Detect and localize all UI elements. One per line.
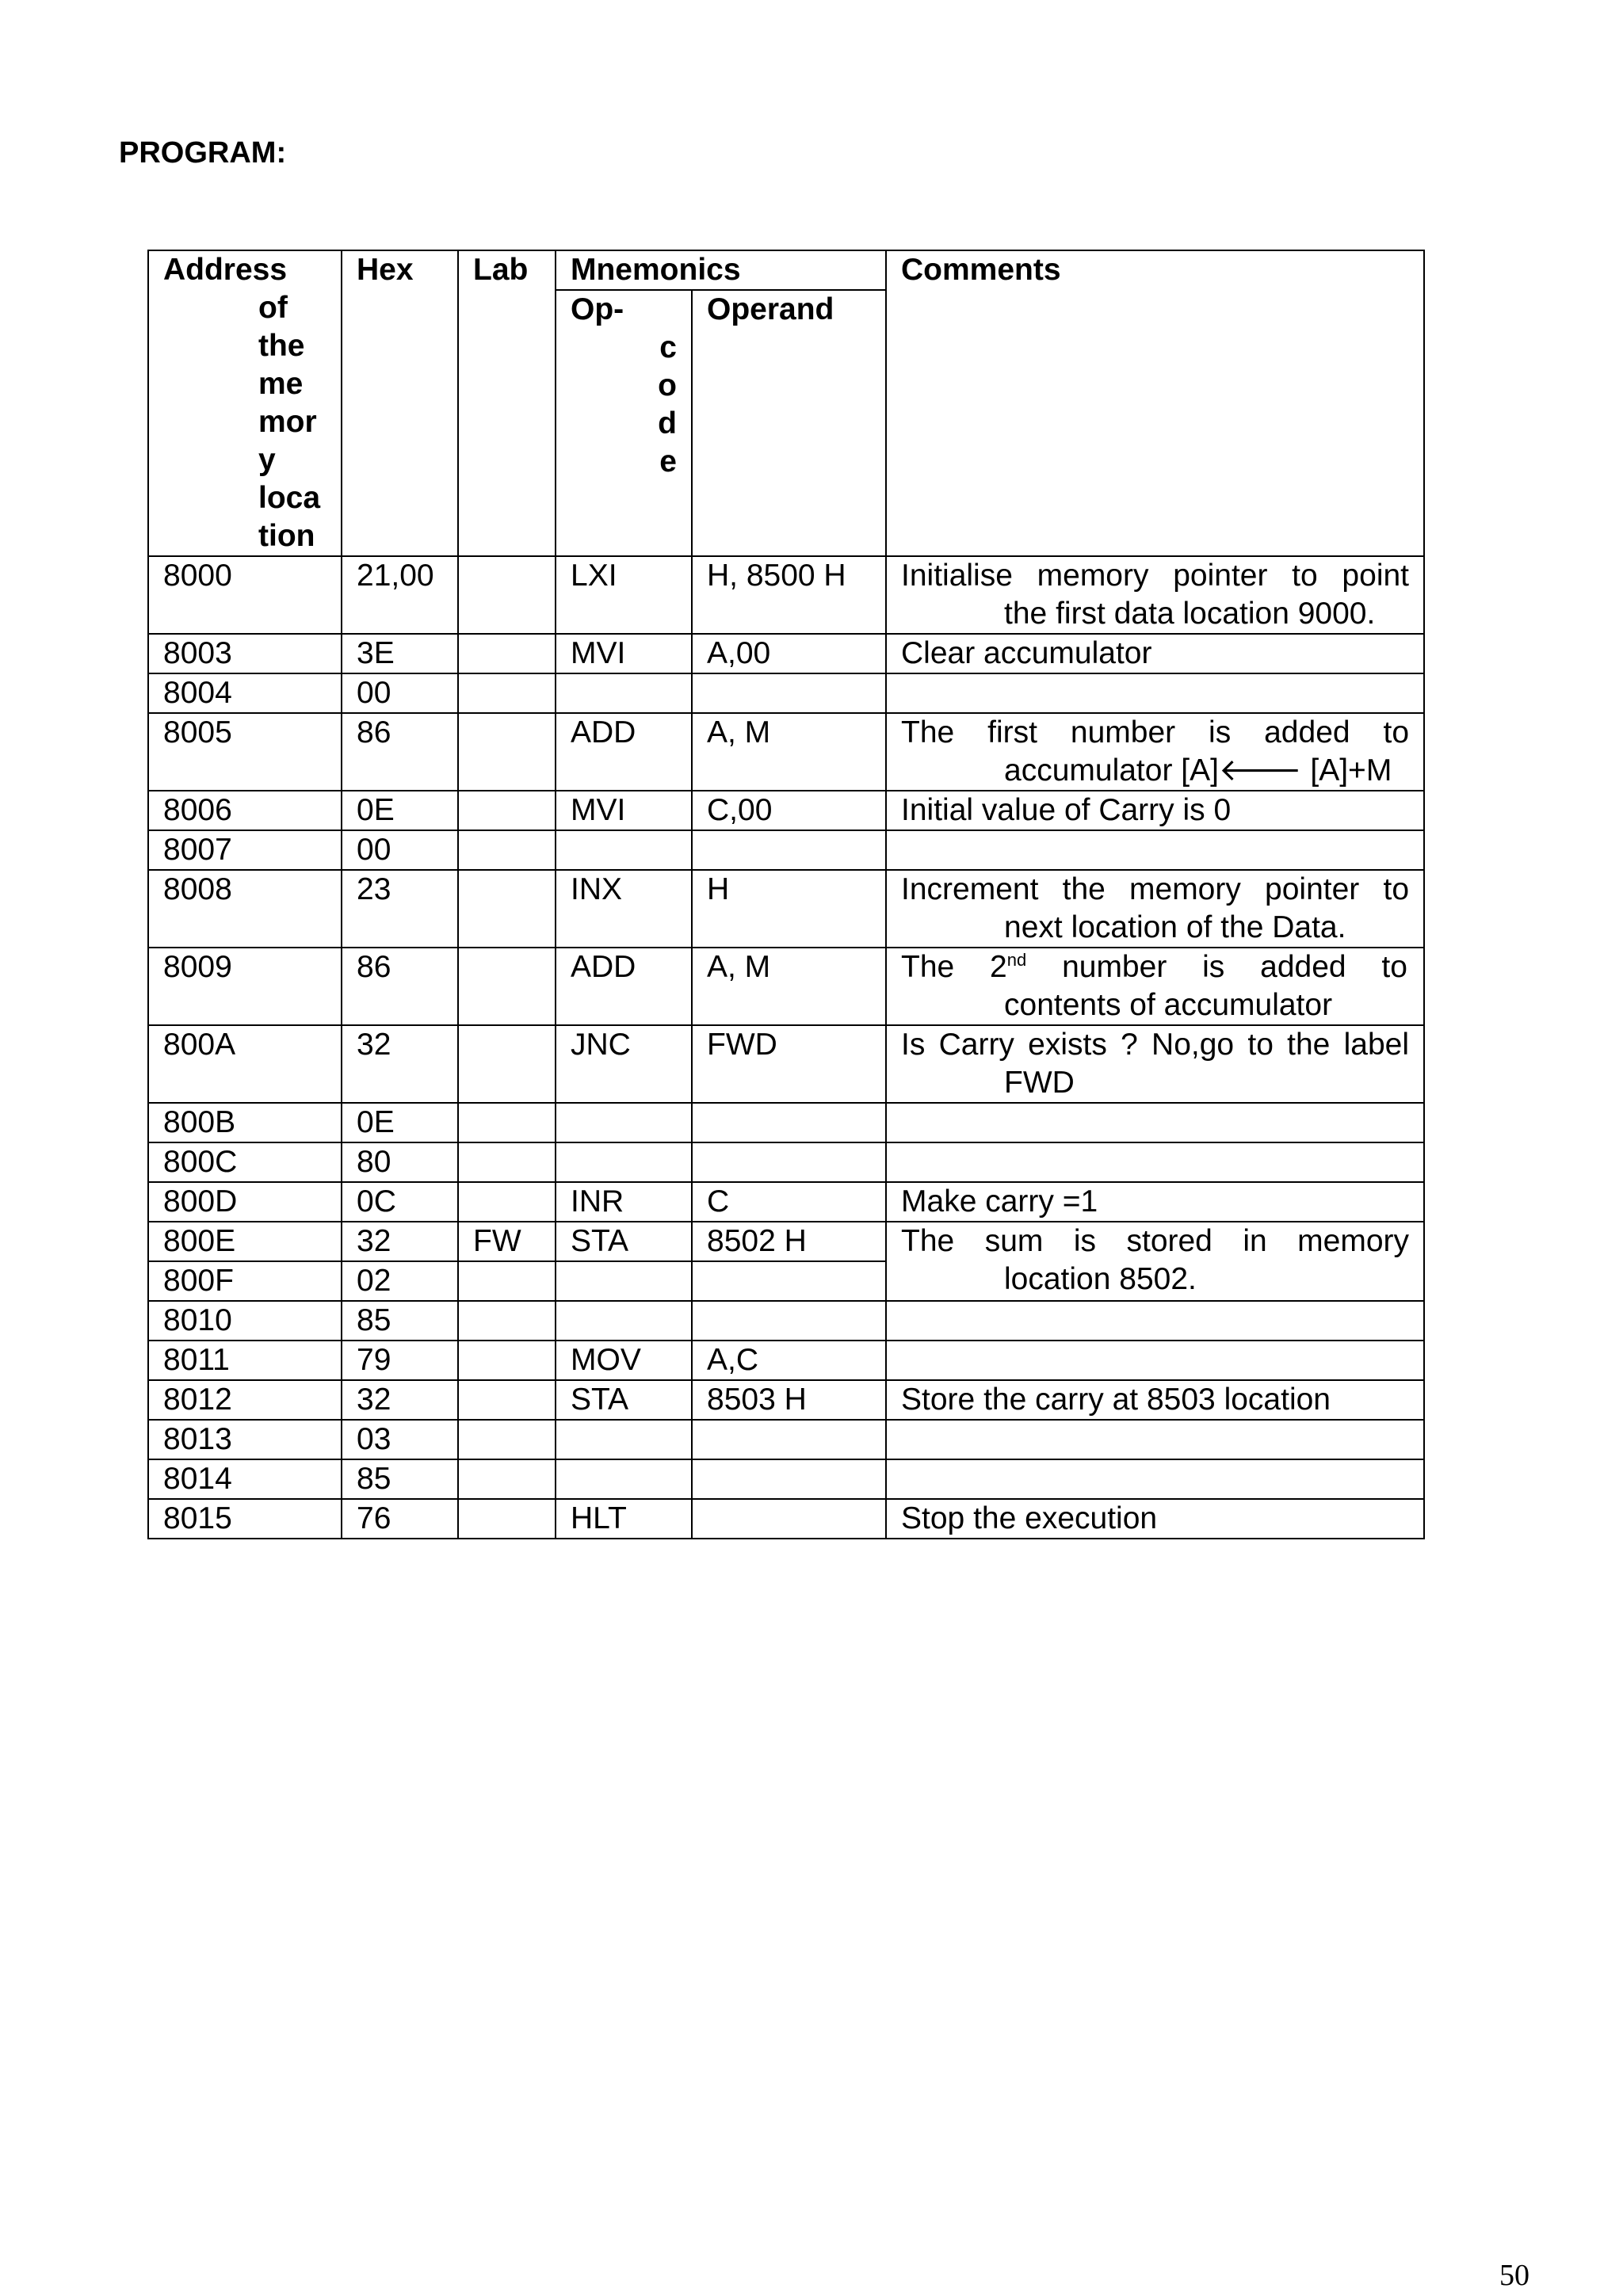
- opcode-cell: STA: [556, 1380, 692, 1420]
- comment-line-1: Clear accumulator: [901, 636, 1152, 670]
- operand-cell: FWD: [692, 1025, 886, 1103]
- header-label: Lab: [458, 250, 556, 556]
- hex-cell: 85: [342, 1459, 458, 1499]
- table-row: [148, 1103, 1424, 1142]
- operand-cell: 8502 H: [692, 1222, 886, 1261]
- comment-cell: [886, 830, 1424, 870]
- header-opcode-fragment: e: [659, 444, 677, 479]
- header-address-fragment: of: [258, 291, 288, 325]
- operand-cell: H, 8500 H: [692, 556, 886, 634]
- address-cell: 8011: [148, 1341, 342, 1380]
- hex-cell: 86: [342, 948, 458, 1025]
- comment-cell: [886, 1301, 1424, 1341]
- address-cell: 8012: [148, 1380, 342, 1420]
- hex-cell: 76: [342, 1499, 458, 1539]
- address-cell: 8009: [148, 948, 342, 1025]
- operand-cell: [692, 1261, 886, 1301]
- operand-cell: A, M: [692, 948, 886, 1025]
- hex-cell: 80: [342, 1142, 458, 1182]
- opcode-cell: [556, 1301, 692, 1341]
- comment-cell: [886, 1341, 1424, 1380]
- operand-cell: [692, 1459, 886, 1499]
- opcode-cell: STA: [556, 1222, 692, 1261]
- label-cell: [458, 1341, 556, 1380]
- address-cell: 800A: [148, 1025, 342, 1103]
- label-cell: [458, 1261, 556, 1301]
- header-opcode-stack: [571, 329, 677, 481]
- hex-cell: 79: [342, 1341, 458, 1380]
- comment-cell: [886, 1420, 1424, 1459]
- operand-cell: [692, 1301, 886, 1341]
- table-row: [148, 870, 1424, 948]
- address-cell: 8015: [148, 1499, 342, 1539]
- table-row: [148, 634, 1424, 673]
- hex-cell: 0C: [342, 1182, 458, 1222]
- comment-cell: [886, 791, 1424, 830]
- address-cell: 8000: [148, 556, 342, 634]
- comment-cell: [886, 1182, 1424, 1222]
- comment-line-2: location 8502.: [1004, 1262, 1197, 1296]
- header-address-fragment: me: [258, 367, 304, 401]
- header-operand: Operand: [692, 290, 886, 556]
- header-mnemonics: Mnemonics: [556, 250, 886, 290]
- opcode-cell: JNC: [556, 1025, 692, 1103]
- comment-cell: [886, 1459, 1424, 1499]
- operand-cell: [692, 1420, 886, 1459]
- comment-line-2: FWD: [1004, 1066, 1075, 1100]
- comment-cell: [886, 1380, 1424, 1420]
- header-opcode-fragment: o: [658, 368, 677, 402]
- operand-cell: A, M: [692, 713, 886, 791]
- operand-cell: A,00: [692, 634, 886, 673]
- table-row: [148, 791, 1424, 830]
- opcode-cell: INR: [556, 1182, 692, 1222]
- address-cell: 8003: [148, 634, 342, 673]
- label-cell: [458, 1420, 556, 1459]
- label-cell: [458, 713, 556, 791]
- table-row: [148, 1341, 1424, 1380]
- hex-cell: 23: [342, 870, 458, 948]
- comment-line-2: contents of accumulator: [1004, 988, 1333, 1022]
- table-row: [148, 1182, 1424, 1222]
- address-cell: 8006: [148, 791, 342, 830]
- comment-line-2: accumulator [A]🡐 [A]+M: [1004, 753, 1392, 788]
- hex-cell: 02: [342, 1261, 458, 1301]
- comment-line-2: next location of the Data.: [1004, 910, 1346, 944]
- table-row: [148, 673, 1424, 713]
- comment-line-1: Increment the memory pointer to: [901, 872, 1410, 906]
- comment-cell: [886, 634, 1424, 673]
- comment-cell: [886, 556, 1424, 634]
- header-address-stack: [163, 289, 327, 555]
- comment-cell: [886, 673, 1424, 713]
- address-cell: 800B: [148, 1103, 342, 1142]
- operand-cell: H: [692, 870, 886, 948]
- address-cell: 800C: [148, 1142, 342, 1182]
- operand-cell: [692, 1103, 886, 1142]
- label-cell: [458, 634, 556, 673]
- table-row: [148, 1459, 1424, 1499]
- opcode-cell: [556, 1459, 692, 1499]
- header-hex: Hex: [342, 250, 458, 556]
- comment-cell: [886, 948, 1424, 1025]
- operand-cell: [692, 830, 886, 870]
- table-row: [148, 948, 1424, 1025]
- header-opcode: Op- c o d e: [556, 290, 692, 556]
- hex-cell: 0E: [342, 791, 458, 830]
- address-cell: 8007: [148, 830, 342, 870]
- label-cell: [458, 1499, 556, 1539]
- address-cell: 8013: [148, 1420, 342, 1459]
- operand-cell: C: [692, 1182, 886, 1222]
- comment-cell: [886, 1025, 1424, 1103]
- program-table: [147, 250, 1425, 1539]
- header-address-fragment: mor: [258, 405, 317, 439]
- hex-cell: 32: [342, 1025, 458, 1103]
- label-cell: [458, 948, 556, 1025]
- comment-text: The 2: [901, 950, 1007, 984]
- label-cell: FW: [458, 1222, 556, 1261]
- opcode-cell: MVI: [556, 634, 692, 673]
- comment-cell: [886, 1222, 1424, 1301]
- comment-line-2: the first data location 9000.: [1004, 597, 1376, 631]
- label-cell: [458, 830, 556, 870]
- address-cell: 800F: [148, 1261, 342, 1301]
- header-comments: Comments: [886, 250, 1424, 556]
- opcode-cell: [556, 1142, 692, 1182]
- operand-cell: 8503 H: [692, 1380, 886, 1420]
- opcode-cell: [556, 830, 692, 870]
- label-cell: [458, 870, 556, 948]
- comment-line-1: Is Carry exists ? No,go to the label: [901, 1028, 1410, 1062]
- comment-line-1: Store the carry at 8503 location: [901, 1383, 1331, 1417]
- address-cell: 8010: [148, 1301, 342, 1341]
- header-address-fragment: tion: [258, 519, 315, 553]
- hex-cell: 86: [342, 713, 458, 791]
- label-cell: [458, 1301, 556, 1341]
- table-row: [148, 1025, 1424, 1103]
- hex-cell: 21,00: [342, 556, 458, 634]
- hex-cell: 85: [342, 1301, 458, 1341]
- opcode-cell: INX: [556, 870, 692, 948]
- address-cell: 800D: [148, 1182, 342, 1222]
- header-address-fragment: y: [258, 443, 276, 477]
- comment-line-1: Stop the execution: [901, 1501, 1158, 1535]
- hex-cell: 00: [342, 673, 458, 713]
- table-row: [148, 830, 1424, 870]
- hex-cell: 3E: [342, 634, 458, 673]
- hex-cell: 00: [342, 830, 458, 870]
- address-cell: 8005: [148, 713, 342, 791]
- label-cell: [458, 1380, 556, 1420]
- comment-line-1: [901, 948, 1409, 986]
- comment-superscript: nd: [1006, 950, 1027, 970]
- table-row: [148, 1142, 1424, 1182]
- comment-line-1: Initialise memory pointer to point: [901, 559, 1410, 593]
- opcode-cell: ADD: [556, 713, 692, 791]
- comment-text: number is added to: [1026, 950, 1407, 984]
- address-cell: 8008: [148, 870, 342, 948]
- comment-cell: [886, 1142, 1424, 1182]
- hex-cell: 03: [342, 1420, 458, 1459]
- hex-cell: 0E: [342, 1103, 458, 1142]
- address-cell: 800E: [148, 1222, 342, 1261]
- table-row: [148, 556, 1424, 634]
- table-row: [148, 713, 1424, 791]
- table-row: [148, 1301, 1424, 1341]
- address-cell: 8004: [148, 673, 342, 713]
- opcode-cell: [556, 1420, 692, 1459]
- comment-line-1: The sum is stored in memory: [901, 1224, 1410, 1258]
- header-opcode-fragment: c: [659, 330, 677, 364]
- opcode-cell: MVI: [556, 791, 692, 830]
- label-cell: [458, 673, 556, 713]
- label-cell: [458, 1142, 556, 1182]
- opcode-cell: [556, 673, 692, 713]
- table-row: [148, 1420, 1424, 1459]
- opcode-cell: MOV: [556, 1341, 692, 1380]
- operand-cell: [692, 1499, 886, 1539]
- operand-cell: [692, 673, 886, 713]
- label-cell: [458, 1025, 556, 1103]
- label-cell: [458, 1459, 556, 1499]
- header-row: [148, 250, 1424, 290]
- table-row: [148, 1380, 1424, 1420]
- operand-cell: [692, 1142, 886, 1182]
- page-heading: PROGRAM:: [119, 136, 287, 170]
- label-cell: [458, 556, 556, 634]
- comment-line-1: Initial value of Carry is 0: [901, 793, 1232, 827]
- table-row: [148, 1222, 1424, 1261]
- comment-cell: [886, 870, 1424, 948]
- hex-cell: 32: [342, 1222, 458, 1261]
- comment-line-1: Make carry =1: [901, 1184, 1098, 1219]
- address-cell: 8014: [148, 1459, 342, 1499]
- label-cell: [458, 1182, 556, 1222]
- label-cell: [458, 1103, 556, 1142]
- comment-line-1: The first number is added to: [901, 715, 1410, 749]
- header-address: Address of the me mor y loca tion: [148, 250, 342, 556]
- header-opcode-fragment: d: [658, 406, 677, 441]
- opcode-cell: LXI: [556, 556, 692, 634]
- label-cell: [458, 791, 556, 830]
- opcode-cell: HLT: [556, 1499, 692, 1539]
- operand-cell: C,00: [692, 791, 886, 830]
- opcode-cell: [556, 1103, 692, 1142]
- operand-cell: A,C: [692, 1341, 886, 1380]
- page-number: 50: [1499, 2259, 1529, 2292]
- table-row: [148, 1499, 1424, 1539]
- comment-cell: [886, 1499, 1424, 1539]
- comment-cell: [886, 713, 1424, 791]
- header-address-fragment: the: [258, 329, 305, 363]
- comment-cell: [886, 1103, 1424, 1142]
- hex-cell: 32: [342, 1380, 458, 1420]
- opcode-cell: [556, 1261, 692, 1301]
- header-address-fragment: loca: [258, 481, 321, 515]
- opcode-cell: ADD: [556, 948, 692, 1025]
